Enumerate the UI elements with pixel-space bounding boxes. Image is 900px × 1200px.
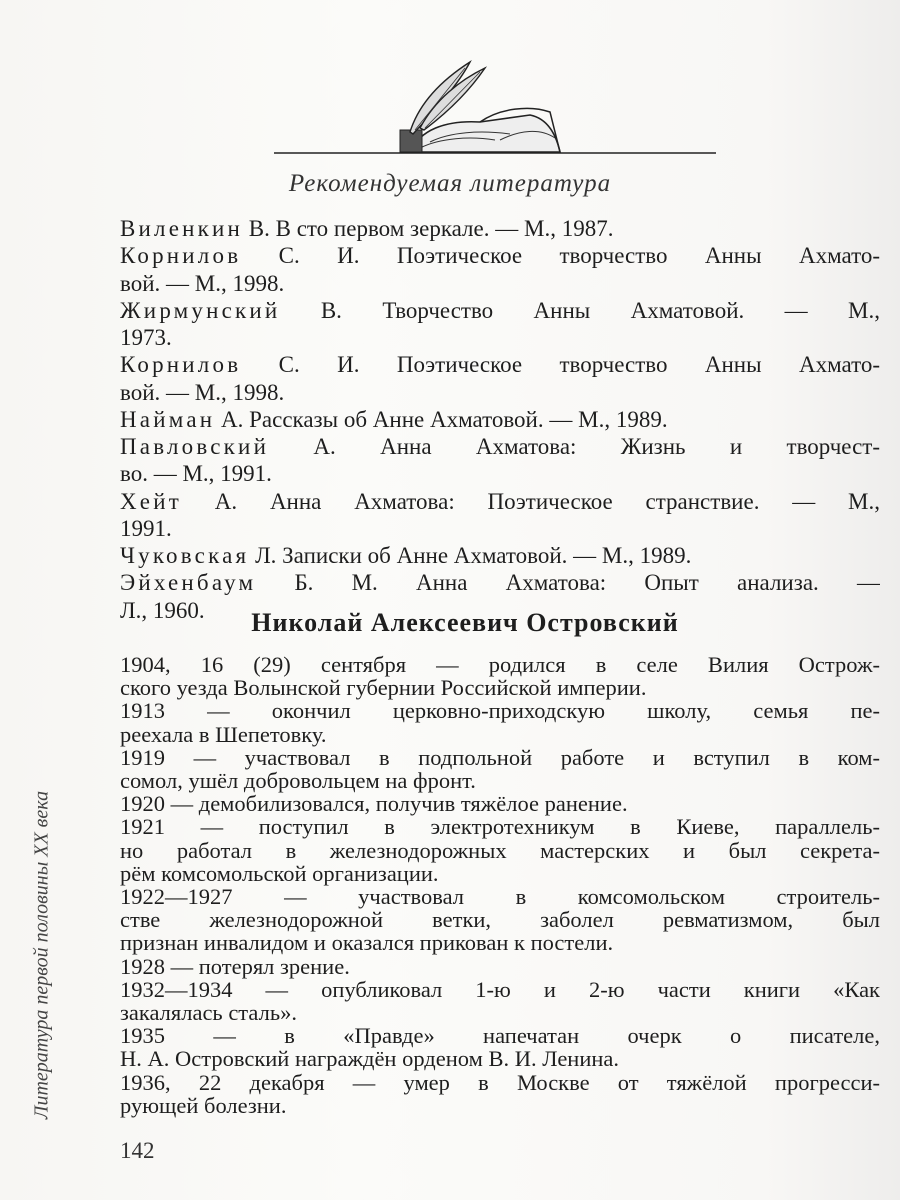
bibliography-author: Чуковская — [120, 543, 250, 568]
bibliography-text: 1973. — [120, 325, 172, 350]
bibliography-entry-line — [120, 271, 880, 297]
bibliography-text: А. Анна Ахматова: Поэтическое странствие. — М., — [181, 488, 880, 514]
bibliography-text: В. В сто первом зеркале. — М., 1987. — [243, 216, 614, 241]
biography-line: 1919 — участвовал в подпольной работе и вступил в ком- — [120, 744, 880, 770]
bibliography-entry-line — [120, 434, 880, 460]
bibliography-entry-line — [120, 325, 880, 351]
bibliography-author: Хейт — [120, 488, 182, 514]
biography-line: 1932—1934 — опубликовал 1-ю и 2-ю части книги «Как — [120, 976, 880, 1002]
bibliography-text: А. Анна Ахматова: Жизнь и творчест- — [269, 434, 880, 459]
bibliography-text: В. Творчество Анны Ахматовой. — М., — [280, 297, 880, 323]
biography-line: 1920 — демобилизовался, получив тяжёлое ранение. — [120, 791, 628, 817]
biography-line: 1913 — окончил церковно-приходскую школу, семья пе- — [120, 698, 880, 724]
bibliography-entry-line — [120, 407, 880, 433]
bibliography-entry-line — [120, 516, 880, 542]
bibliography-author: Виленкин — [120, 216, 244, 241]
biography-line: закалялась сталь». — [120, 1000, 297, 1025]
bibliography-entry-line — [120, 380, 880, 406]
biography-line: но работал в железнодорожных мастерских и был секрета- — [120, 837, 880, 863]
bibliography-author: Жирмунский — [120, 297, 281, 323]
biography-line: реехала в Шепетовку. — [120, 721, 327, 747]
biography-line: 1936, 22 декабря — умер в Москве от тяжёлой прогресси- — [120, 1069, 880, 1095]
bibliography-text: вой. — М., 1998. — [120, 270, 285, 296]
bibliography-entry-line — [120, 298, 880, 324]
biography-line: рующей болезни. — [120, 1092, 287, 1118]
biography-line: сомол, ушёл добровольцем на фронт. — [120, 768, 476, 793]
bibliography-entry-line — [120, 461, 880, 487]
bibliography-author: Эйхенбаум — [120, 570, 257, 596]
biography-line: признан инвалидом и оказался прикован к постели. — [120, 930, 614, 956]
bibliography-text: во. — М., 1991. — [120, 461, 272, 487]
bibliography-text: вой. — М., 1998. — [120, 379, 285, 405]
biography-line: рём комсомольской организации. — [120, 860, 439, 886]
bibliography-entry-line — [120, 489, 880, 515]
page-number: 142 — [120, 1138, 155, 1163]
bibliography-text: С. И. Поэтическое творчество Анны Ахмато- — [241, 352, 880, 378]
biography-line: ского уезда Волынской губернии Российской империи. — [120, 675, 647, 701]
bibliography-entry-line — [120, 570, 880, 596]
bibliography-entry-line — [120, 243, 880, 269]
bibliography-entry-line — [120, 352, 880, 378]
bibliography-author: Найман — [120, 406, 216, 432]
biography-line: 1922—1927 — участвовал в комсомольском строитель- — [120, 884, 880, 909]
bibliography-text: Л., 1960. — [120, 597, 205, 623]
quill-inkwell-book-ornament — [270, 60, 720, 160]
section-title: Рекомендуемая литература — [288, 170, 612, 197]
biography-line: 1904, 16 (29) сентября — родился в селе Вилия Острож- — [120, 652, 880, 677]
biography-line: 1935 — в «Правде» напечатан очерк о писателе, — [120, 1023, 880, 1049]
bibliography-author: Корнилов — [120, 243, 242, 269]
running-head: Литература первой половины XX века — [30, 790, 53, 1120]
biography-line: стве железнодорожной ветки, заболел ревматизмом, был — [120, 907, 880, 933]
biography-line: Н. А. Островский награждён орденом В. И. Ленина. — [120, 1046, 620, 1072]
bibliography-entry-line — [120, 543, 880, 569]
bibliography-text: С. И. Поэтическое творчество Анны Ахмато- — [241, 243, 880, 269]
biography-line: 1928 — потерял зрение. — [120, 953, 350, 979]
bibliography-author: Павловский — [120, 434, 270, 459]
bibliography-entry-line — [120, 216, 880, 242]
biography-line: 1921 — поступил в электротехникум в Киеве, параллель- — [120, 814, 880, 840]
bibliography-text: Л. Записки об Анне Ахматовой. — М., 1989. — [249, 543, 692, 568]
bibliography-text: 1991. — [120, 515, 172, 541]
bibliography-author: Корнилов — [120, 352, 242, 378]
bibliography-text: А. Рассказы об Анне Ахматовой. — М., 1989. — [215, 406, 668, 432]
author-heading: Николай Алексеевич Островский — [251, 608, 679, 637]
bibliography-text: Б. М. Анна Ахматова: Опыт анализа. — — [256, 570, 880, 596]
